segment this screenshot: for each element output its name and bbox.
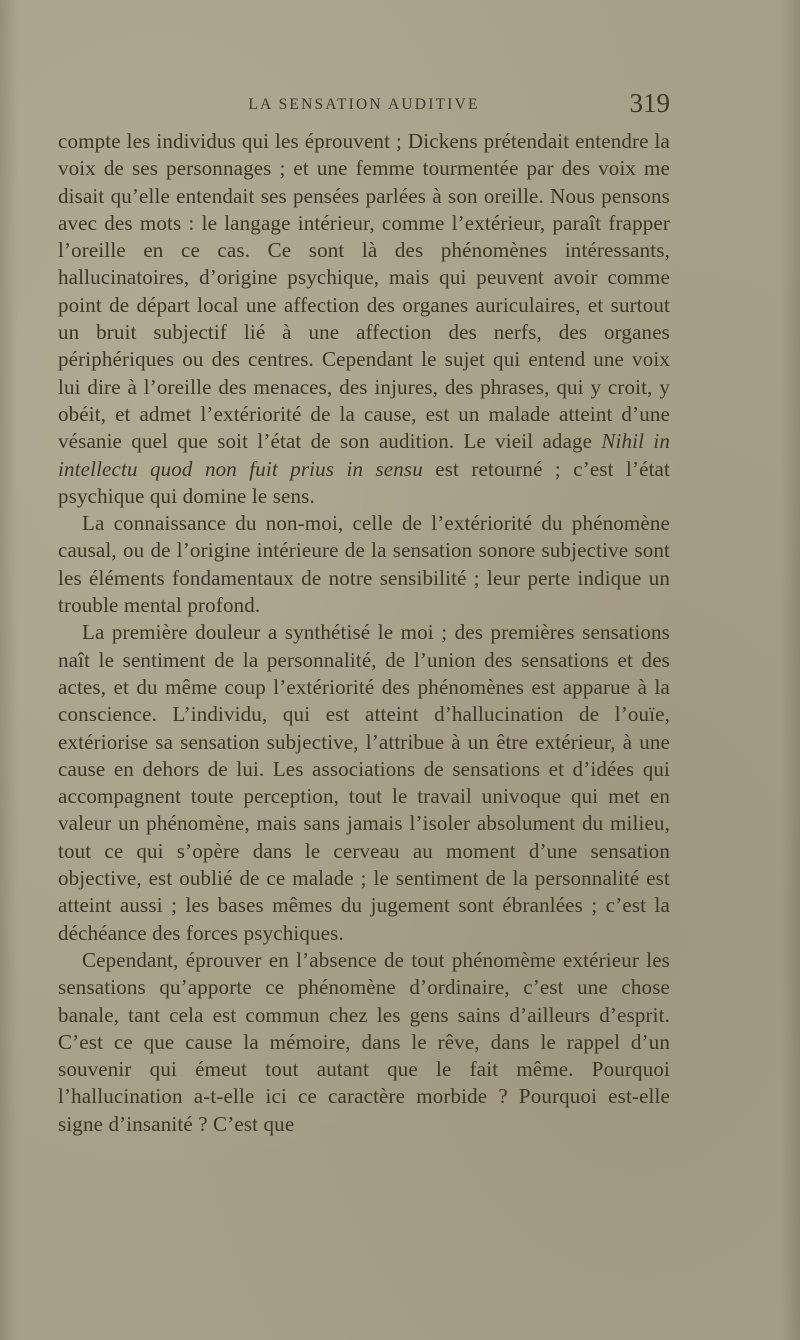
paragraph-3: La première douleur a synthétisé le moi ; des premières sensations naît le sentiment de la personnalité, de l’union des sensations et des actes, et du même coup l’extériorité des phénomènes est apparue à la conscience. L’individu, qui est atteint d’hallucination de l’ouïe, extériorise sa sensation subjective, l’attribue à un être extérieur, à une cause en dehors de lui. Les associations de sensations et d’idées qui accompagnent toute perception, tout le travail univoque qui met en valeur un phénomène, mais sans jamais l’isoler absolument du milieu, tout ce qui s’opère dans le cerveau au moment d’une sensation objective, est oublié de ce malade ; le sentiment de la personnalité est atteint aussi ; les bases mêmes du jugement sont ébranlées ; c’est la déchéance des forces psychiques.: [58, 620, 670, 945]
latin-adage: Nihil in intellectu quod non fuit prius in sensu: [58, 429, 671, 481]
paragraph-1-text-after: est retourné ; c’est l’état psychique qui domine le sens.: [58, 456, 671, 508]
paragraph-4: Cependant, éprouver en l’absence de tout phénomème extérieur les sensations qu’apporte ce phénomène d’ordinaire, c’est une chose banale, tant cela est commun chez les gens sains d’ailleurs d’esprit. C’est ce que cause la mémoire, dans le rêve, dans le rappel d’un souvenir qui émeut tout autant que le fait même. Pourquoi l’hallucination a-t-elle ici ce caractère morbide ? Pourquoi est-elle signe d’insanité ? C’est que: [58, 947, 670, 1136]
paragraph-1: [58, 128, 670, 510]
running-title: LA SENSATION AUDITIVE: [248, 96, 480, 113]
running-head: [58, 88, 670, 128]
book-page: [58, 88, 670, 1138]
body-text: [58, 128, 670, 1138]
page-number: 319: [629, 88, 670, 118]
paragraph-2: La connaissance du non-moi, celle de l’extériorité du phénomène causal, ou de l’origine intérieure de la sensation sonore subjective sont les éléments fondamentaux de notre sensibilité ; leur perte indique un trouble mental profond.: [58, 511, 670, 618]
paragraph-1-text-before: compte les individus qui les éprouvent ; Dickens prétendait entendre la voix de ses personnages ; et une femme tourmentée par des voix me disait qu’elle entendait ses pensées parlées à son oreille. Nous pensons avec des mots : le langage intérieur, comme l’extérieur, paraît frapper l’oreille en ce cas. Ce sont là des phénomènes intéressants, hallucinatoires, d’origine psychique, mais qui peuvent avoir comme point de départ local une affection des organes auriculaires, et surtout un bruit subjectif lié à une affection des nerfs, des organes périphériques ou des centres. Cependant le sujet qui entend une voix lui dire à l’oreille des menaces, des injures, des phrases, qui y croit, y obéit, et admet l’extériorité de la cause, est un malade atteint d’une vésanie quel que soit l’état de son audition. Le vieil adage: [58, 129, 670, 454]
